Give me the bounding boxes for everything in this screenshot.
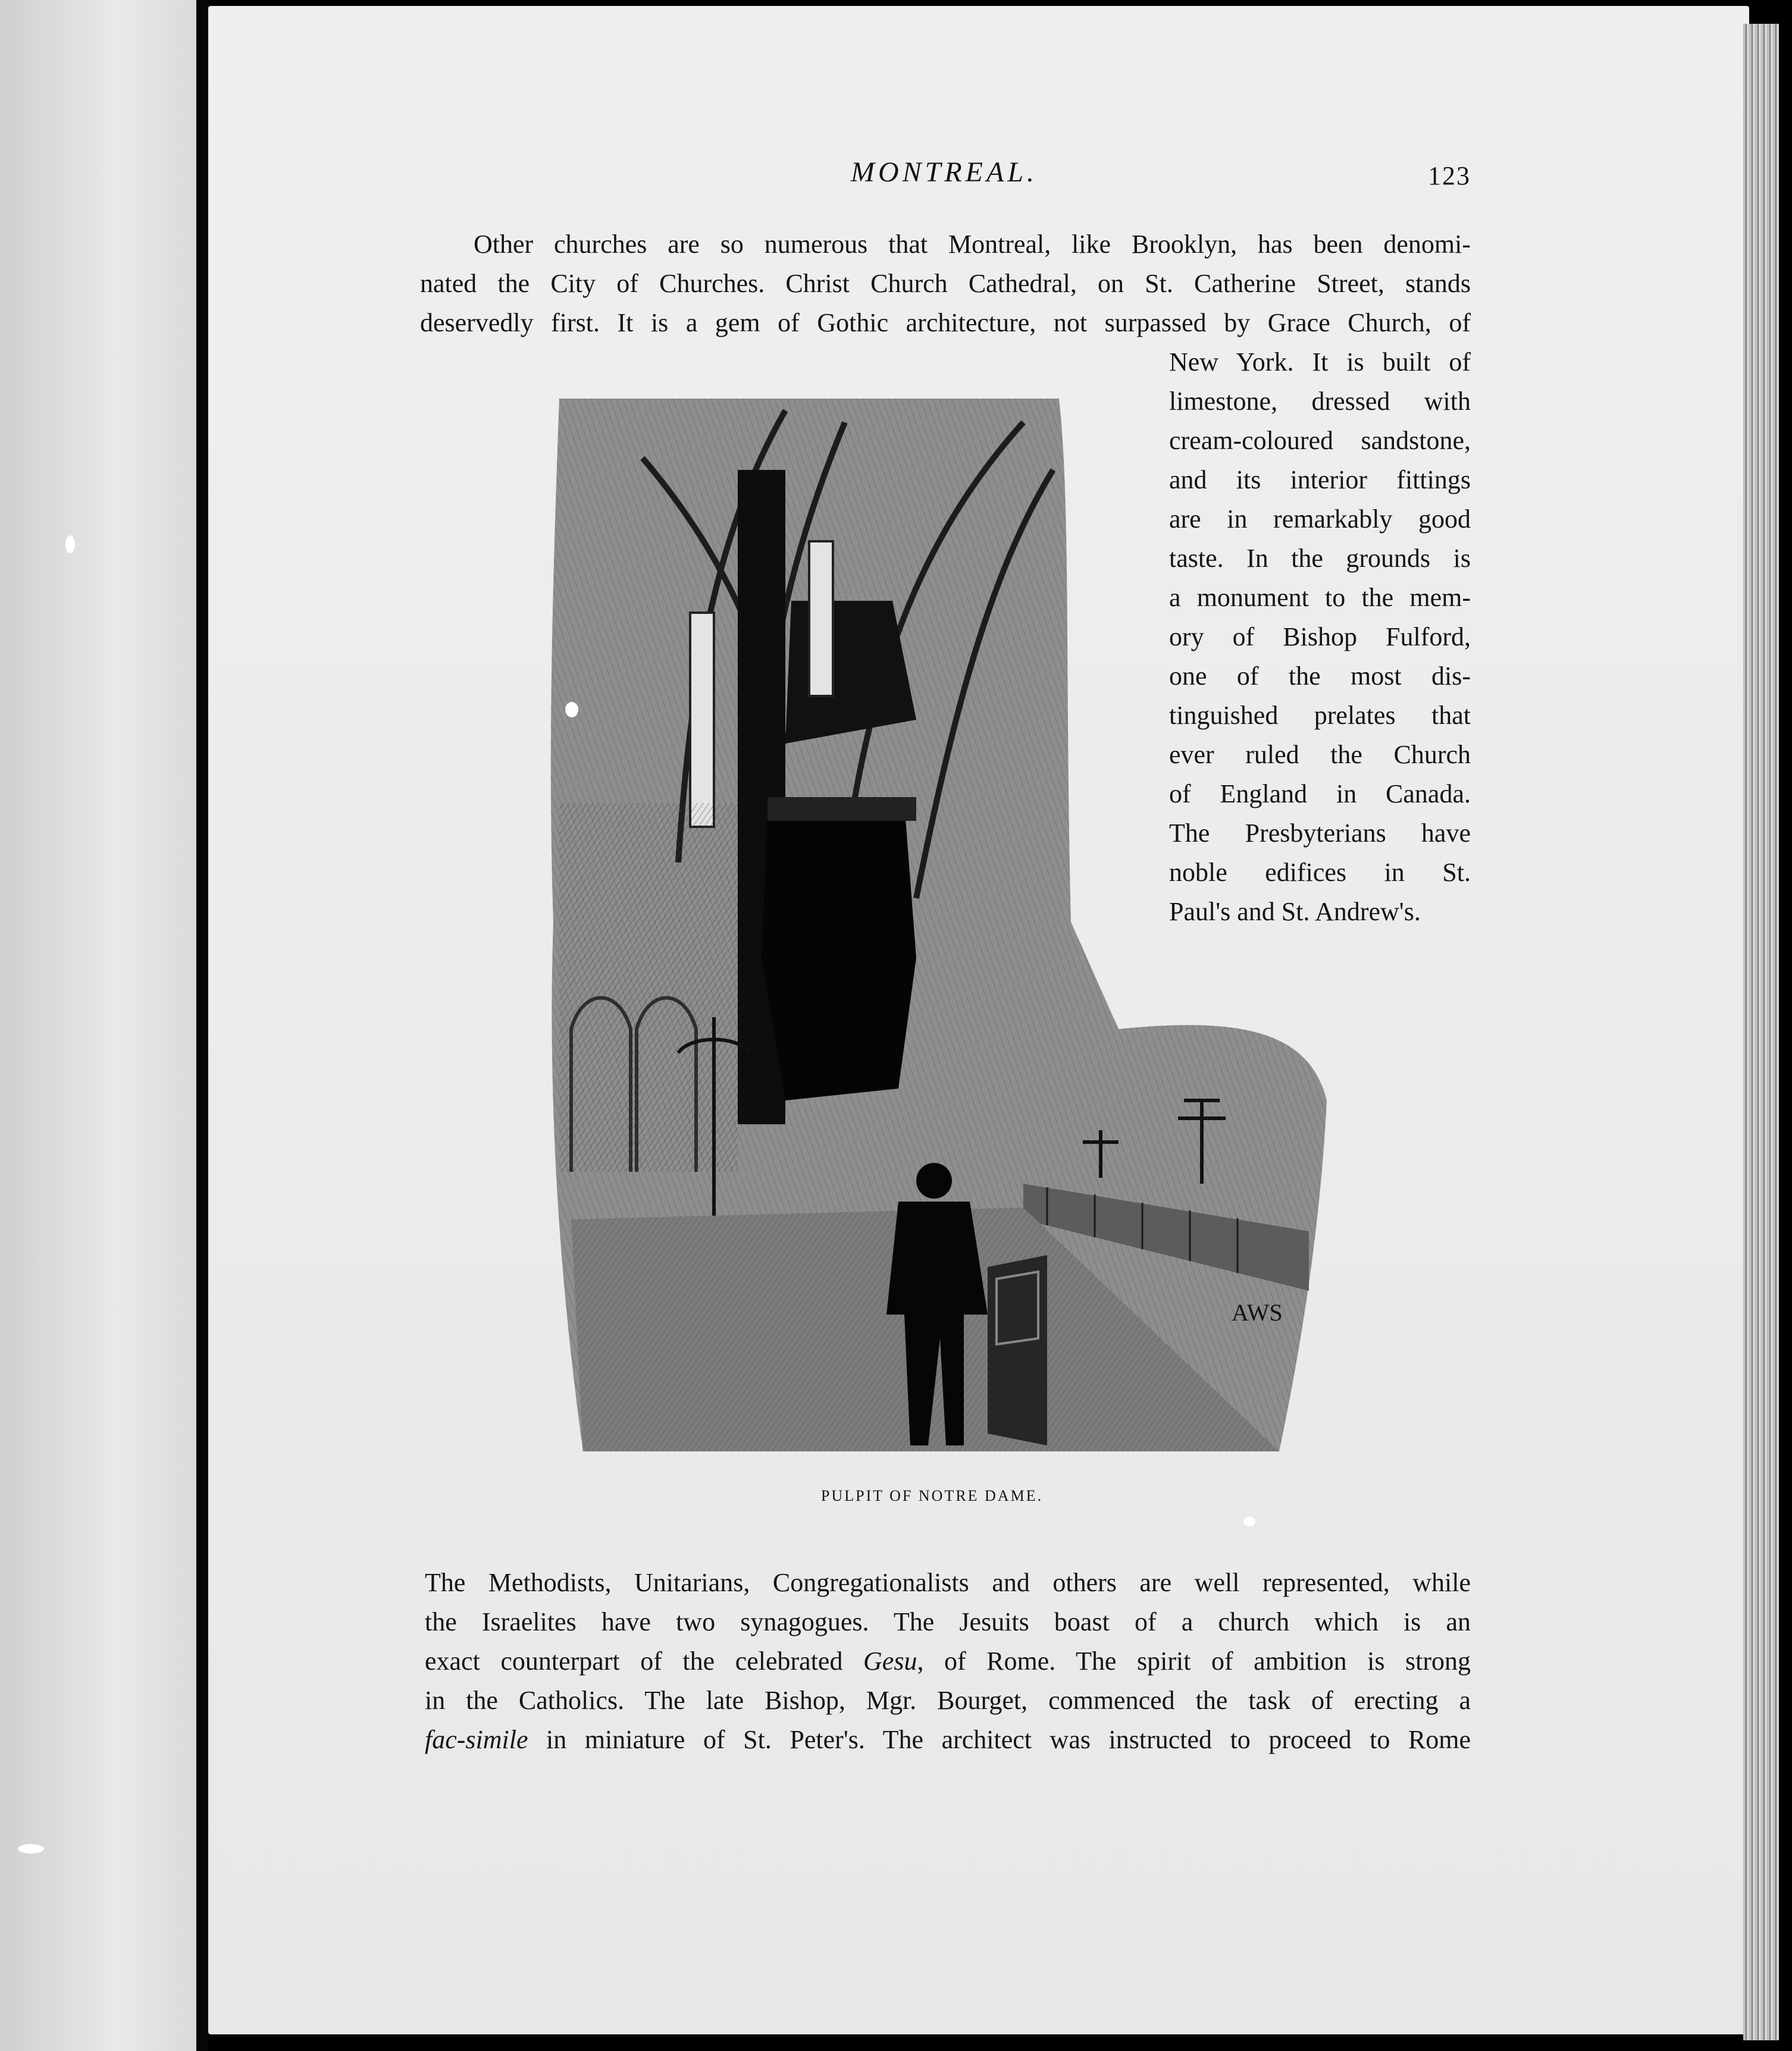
running-head: MONTREAL. xyxy=(851,156,1038,188)
scan-speck xyxy=(18,1844,44,1854)
text-line: limestone, dressed with xyxy=(1169,387,1471,416)
book-gutter xyxy=(196,0,208,2051)
text-line: in the Catholics. The late Bishop, Mgr. Bourget, commenced the task of erecting a xyxy=(425,1686,1471,1715)
text-line: taste. In the grounds is xyxy=(1169,544,1471,573)
text-line: noble edifices in St. xyxy=(1169,858,1471,887)
text-line: the Israelites have two synagogues. The Jesuits boast of a church which is an xyxy=(425,1607,1471,1636)
text-run: exact counterpart of the celebrated xyxy=(425,1647,864,1676)
scan-speck xyxy=(1243,1517,1255,1526)
text-line: a monument to the mem- xyxy=(1169,583,1471,612)
paragraph-bottom xyxy=(425,1563,1471,1760)
page-number: 123 xyxy=(1428,161,1471,190)
text-line: The Presbyterians have xyxy=(1169,818,1471,848)
text-line xyxy=(425,1642,1471,1681)
text-line: New York. It is built of xyxy=(1169,347,1471,377)
artist-signature: AWS xyxy=(1232,1299,1283,1326)
text-line: The Methodists, Unitarians, Congregationalists and others are well represented, while xyxy=(425,1568,1471,1597)
italic-term-gesu: Gesu xyxy=(863,1647,917,1676)
paragraph-top xyxy=(420,225,1471,343)
scan-speck xyxy=(565,702,578,717)
text-line: one of the most dis- xyxy=(1169,661,1471,691)
text-line: of England in Canada. xyxy=(1169,779,1471,808)
text-run: , of Rome. The spirit of ambition is strong xyxy=(917,1647,1471,1676)
text-line: Paul's and St. Andrew's. xyxy=(1169,897,1421,926)
scan-speck xyxy=(65,535,75,553)
pulpit-engraving xyxy=(535,387,1345,1469)
text-line: cream-coloured sandstone, xyxy=(1169,426,1471,455)
illustration-caption: PULPIT OF NOTRE DAME. xyxy=(821,1487,1044,1504)
text-line: are in remarkably good xyxy=(1169,504,1471,534)
text-run: in miniature of St. Peter's. The architect was instructed to proceed to Rome xyxy=(528,1725,1471,1754)
text-line: and its interior fittings xyxy=(1169,465,1471,494)
text-line: ory of Bishop Fulford, xyxy=(1169,622,1471,651)
text-line: Other churches are so numerous that Montreal, like Brooklyn, has been denomi- xyxy=(474,230,1471,259)
text-line xyxy=(425,1720,1471,1760)
text-line: nated the City of Churches. Christ Church Cathedral, on St. Catherine Street, stands xyxy=(420,269,1471,298)
text-line: tinguished prelates that xyxy=(1169,701,1471,730)
text-line: deservedly first. It is a gem of Gothic architecture, not surpassed by Grace Church, of xyxy=(420,308,1471,337)
previous-page-edge xyxy=(0,0,196,2051)
page-stack-edges xyxy=(1743,24,1779,2040)
italic-term-fac-simile: fac-simile xyxy=(425,1725,528,1754)
text-line: ever ruled the Church xyxy=(1169,740,1471,769)
